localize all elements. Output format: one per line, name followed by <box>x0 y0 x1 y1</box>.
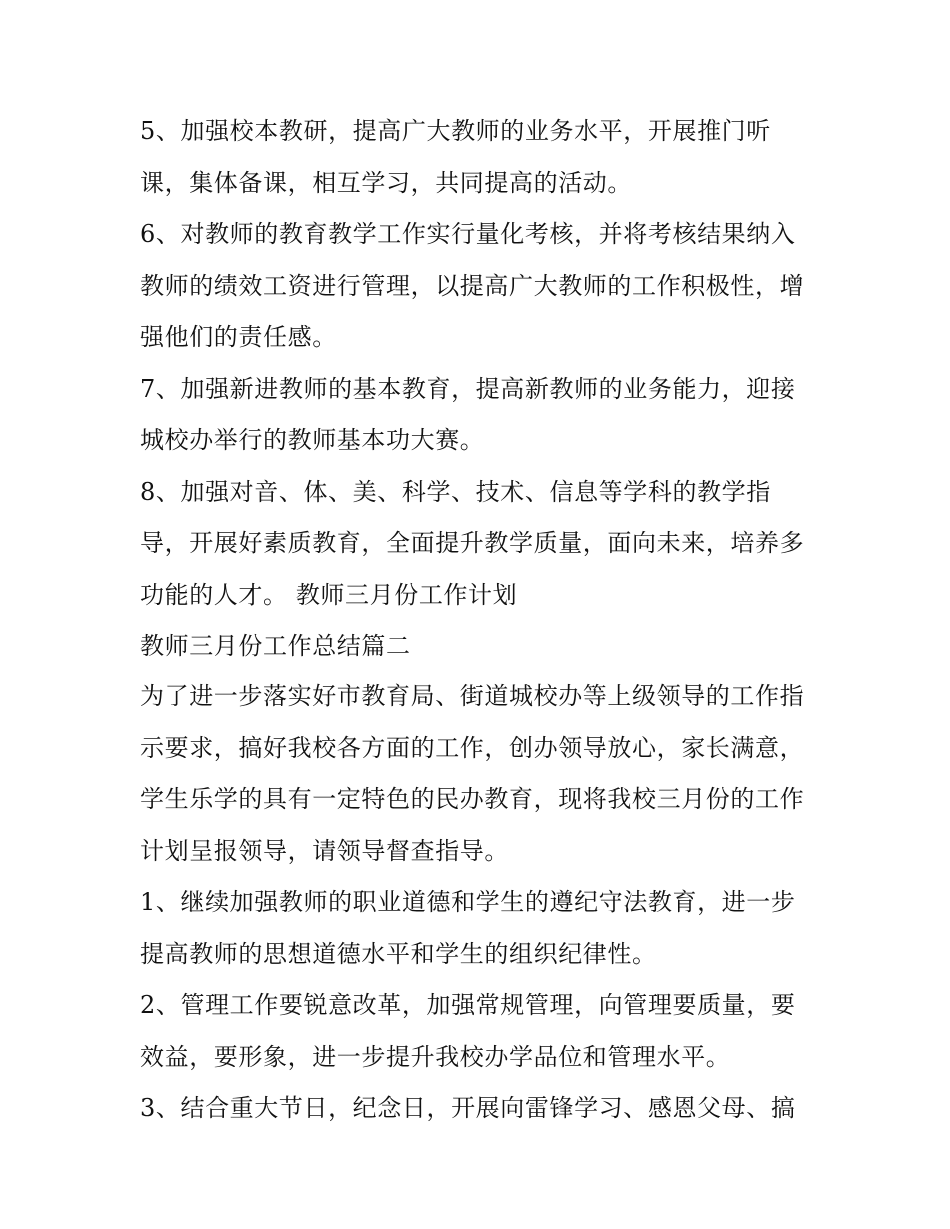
text-line: 教师的绩效工资进行管理，以提高广大教师的工作积极性，增 <box>140 271 805 300</box>
text-line: 计划呈报领导，请领导督查指导。 <box>140 836 509 865</box>
text-line: 8、加强对音、体、美、科学、技术、信息等学科的教学指 <box>140 477 771 506</box>
text-line: 为了进一步落实好市教育局、街道城校办等上级领导的工作指 <box>140 682 805 710</box>
document-body <box>140 106 815 1135</box>
text-line: 3、结合重大节日，纪念日，开展向雷锋学习、感恩父母、搞 <box>140 1094 796 1122</box>
section-heading: 教师三月份工作总结篇二 <box>140 632 411 660</box>
text-line: 城校办举行的教师基本功大赛。 <box>140 426 485 454</box>
text-line: 1、继续加强教师的职业道德和学生的遵纪守法教育，进一步 <box>140 888 796 916</box>
text-line: 强他们的责任感。 <box>140 323 337 351</box>
text-line: 功能的人才。 教师三月份工作计划 <box>140 580 518 609</box>
text-line: 课，集体备课，相互学习，共同提高的活动。 <box>140 168 632 197</box>
text-line: 2、管理工作要锐意改革，加强常规管理，向管理要质量，要 <box>140 991 796 1019</box>
text-line: 示要求，搞好我校各方面的工作，创办领导放心，家长满意， <box>140 733 805 762</box>
text-line: 提高教师的思想道德水平和学生的组织纪律性。 <box>140 939 657 968</box>
text-line: 效益，要形象，进一步提升我校办学品位和管理水平。 <box>140 1042 731 1071</box>
text-line: 6、对教师的教育教学工作实行量化考核，并将考核结果纳入 <box>140 220 796 248</box>
text-line: 导，开展好素质教育，全面提升教学质量，面向未来，培养多 <box>140 529 805 557</box>
text-line: 学生乐学的具有一定特色的民办教育，现将我校三月份的工作 <box>140 785 805 813</box>
text-line: 5、加强校本教研，提高广大教师的业务水平，开展推门听 <box>140 117 771 145</box>
text-line: 7、加强新进教师的基本教育，提高新教师的业务能力，迎接 <box>140 374 796 403</box>
